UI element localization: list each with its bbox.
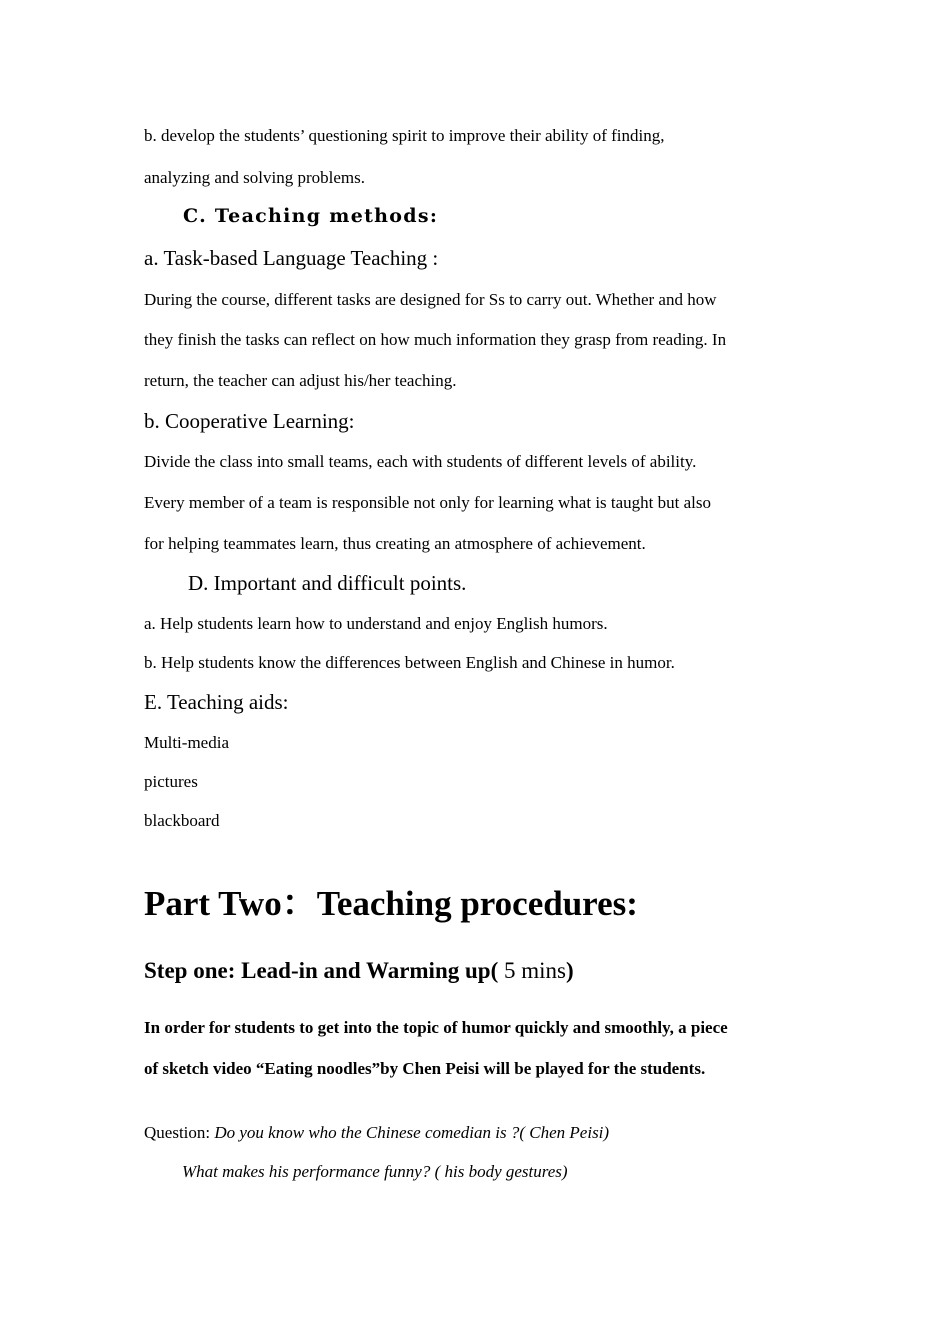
step-one-intro-1: In order for students to get into the topic of humor quickly and smoothly, a piece [144,1018,728,1037]
important-points-heading: D. Important and difficult points. [188,571,467,595]
teaching-aids-heading: E. Teaching aids: [144,690,289,714]
step-one-duration: 5 mins [498,958,566,983]
step-one-title: Step one: Lead-in and Warming up( [144,958,499,983]
step-one-heading [144,958,574,984]
task-based-heading: a. Task-based Language Teaching : [144,246,439,270]
step-one-close-paren: ) [565,958,574,983]
step-one-intro-2: of sketch video “Eating noodles”by Chen Peisi will be played for the students. [144,1059,706,1078]
important-point-b: b. Help students know the differences between English and Chinese in humor. [144,653,675,672]
part-two-heading: Part Two：Teaching procedures: [144,884,638,923]
question-label: Question: [144,1123,215,1142]
cooperative-text-3: for helping teammates learn, thus creating an atmosphere of achievement. [144,534,646,553]
teaching-methods-heading: C. Teaching methods: [183,205,439,227]
question-line-2 [182,1162,568,1182]
task-based-text-1: During the course, different tasks are designed for Ss to carry out. Whether and how [144,290,717,309]
teaching-aid-item: Multi-media [144,733,229,752]
question-text: What makes his performance funny? ( his body gestures) [182,1162,568,1181]
cooperative-text-2: Every member of a team is responsible not only for learning what is taught but also [144,493,712,512]
task-based-text-3: return, the teacher can adjust his/her teaching. [144,371,457,390]
question-line-1 [144,1123,609,1143]
cooperative-text-1: Divide the class into small teams, each with students of different levels of ability. [144,452,697,471]
cooperative-heading: b. Cooperative Learning: [144,409,355,433]
objective-b-line-2: analyzing and solving problems. [144,168,365,187]
objective-b-line-1: b. develop the students’ questioning spirit to improve their ability of finding, [144,126,665,145]
teaching-aid-item: blackboard [144,811,220,830]
question-text: Do you know who the Chinese comedian is ?( Chen Peisi) [214,1123,610,1142]
teaching-aid-item: pictures [144,772,198,791]
task-based-text-2: they finish the tasks can reflect on how much information they grasp from reading. In [144,330,727,349]
important-point-a: a. Help students learn how to understand and enjoy English humors. [144,614,608,633]
